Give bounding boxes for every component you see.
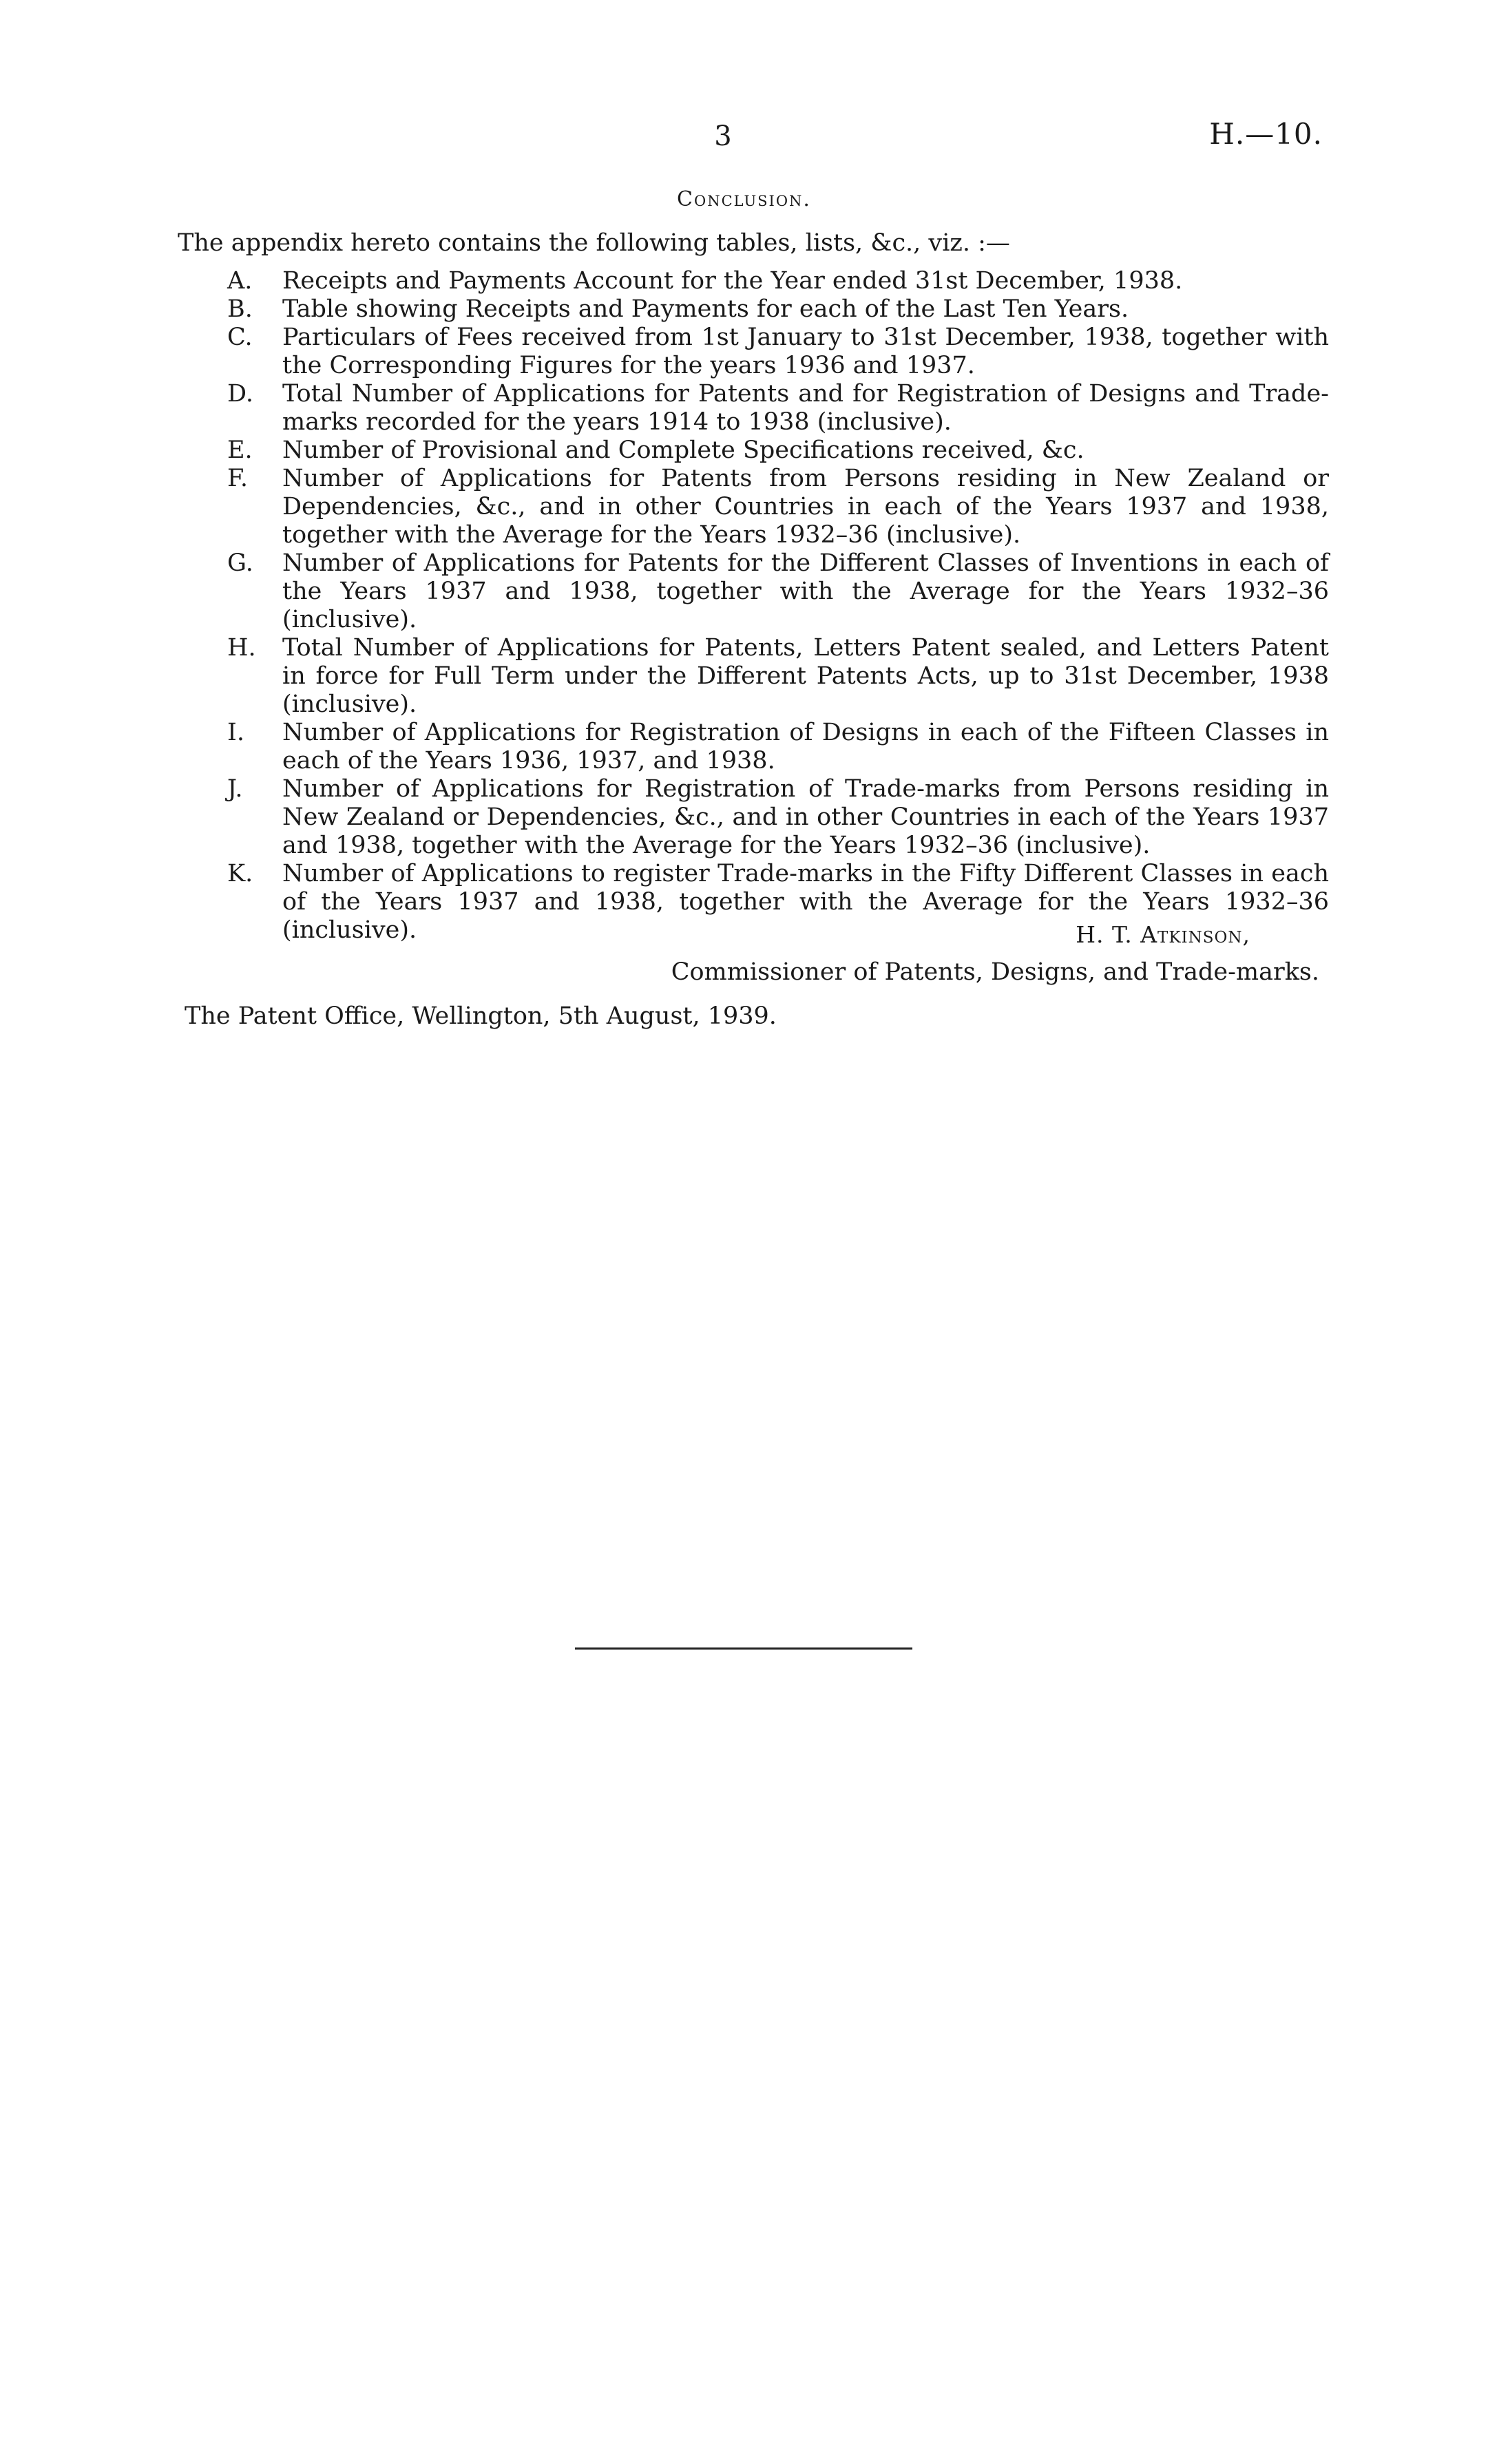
appendix-item-c [227,324,1329,380]
item-letter: K. [227,860,253,887]
item-letter: J. [227,775,243,803]
appendix-item-d [227,380,1329,436]
item-text: Number of Applications for Patents from Persons residing in New Zealand or Dependencies, &c., and in other Countries in each of the Years 1937 and 1938, together with the Average for the Years 1932–36 (inclusive). [282,465,1329,549]
appendix-item-e [227,436,1329,465]
item-text: Particulars of Fees received from 1st January to 31st December, 1938, together with the Corresponding Figures for the years 1936 and 1937. [282,324,1329,379]
item-letter: G. [227,549,253,577]
item-letter: I. [227,719,244,746]
item-letter: A. [227,267,253,295]
item-letter: H. [227,634,256,662]
appendix-item-a [227,267,1329,295]
item-letter: D. [227,380,253,408]
appendix-item-j [227,775,1329,860]
signature-initials: H. T. [1076,921,1133,948]
item-text: Total Number of Applications for Patents and for Registration of Designs and Trade-marks recorded for the years 1914 to 1938 (inclusive). [282,380,1329,436]
signature-surname: Atkinson, [1140,921,1250,948]
appendix-item-i [227,719,1329,775]
section-heading: Conclusion. [677,187,811,211]
page-number: 3 [714,120,732,152]
appendix-item-g [227,549,1329,634]
item-letter: E. [227,436,253,464]
item-letter: C. [227,324,253,351]
place-and-date: The Patent Office, Wellington, 5th August, 1939. [185,1002,777,1030]
item-text: Number of Applications for Registration of Trade-marks from Persons residing in New Zealand or Dependencies, &c., and in other Countries in each of the Years 1937 and 1938, together with the Average for the Years 1932–36 (inclusive). [282,775,1329,859]
closing-rule [575,1647,912,1650]
appendix-item-f [227,465,1329,549]
intro-paragraph: The appendix hereto contains the following tables, lists, &c., viz. :— [178,229,1010,257]
item-text: Number of Applications to register Trade-marks in the Fifty Different Classes in each of the Years 1937 and 1938, together with the Average for the Years 1932–36 (inclusive). [282,860,1329,944]
item-text: Number of Applications for Registration of Designs in each of the Fifteen Classes in each of the Years 1936, 1937, and 1938. [282,719,1329,775]
item-letter: F. [227,465,248,492]
signature-title: Commissioner of Patents, Designs, and Trade-marks. [671,958,1319,986]
appendix-list [227,267,1329,945]
item-text: Number of Applications for Patents for the Different Classes of Inventions in each of the Years 1937 and 1938, together with the Average for the Years 1932–36 (inclusive). [282,549,1329,633]
item-text: Table showing Receipts and Payments for each of the Last Ten Years. [282,295,1129,323]
item-text: Total Number of Applications for Patents, Letters Patent sealed, and Letters Patent in force for Full Term under the Different Patents Acts, up to 31st December, 1938 (inclusive). [282,634,1329,718]
item-text: Number of Provisional and Complete Specifications received, &c. [282,436,1084,464]
item-text: Receipts and Payments Account for the Year ended 31st December, 1938. [282,267,1183,295]
appendix-item-h [227,634,1329,719]
item-letter: B. [227,295,253,323]
appendix-item-b [227,295,1329,324]
signature-name [1076,921,1250,948]
document-reference: H.—10. [1209,117,1323,151]
